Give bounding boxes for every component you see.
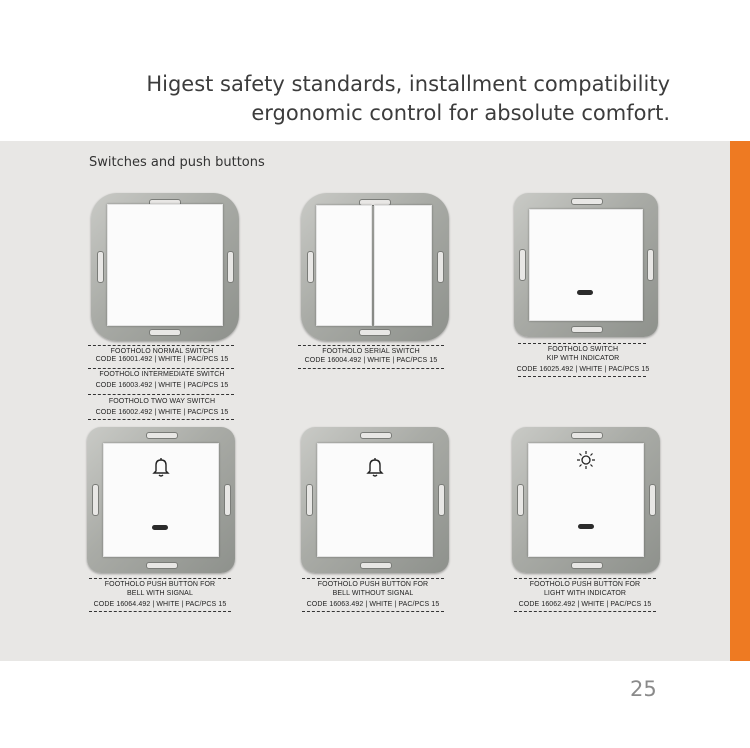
- frame-slot: [571, 198, 603, 205]
- frame-slot: [224, 484, 231, 516]
- frame-slot: [359, 329, 391, 336]
- product-code: CODE 16063.492 | WHITE | PAC/PCS 15: [306, 601, 440, 608]
- divider: [518, 343, 646, 344]
- switch-rocker-right: [374, 205, 432, 326]
- switch-rocker: [107, 204, 223, 326]
- product-caption: FOOTHOLO INTERMEDIATE SWITCH: [99, 371, 225, 378]
- frame-slot: [438, 484, 445, 516]
- divider: [88, 419, 234, 420]
- frame-slot: [517, 484, 524, 516]
- headline: [146, 70, 670, 128]
- frame-slot: [92, 484, 99, 516]
- frame-slot: [97, 251, 104, 283]
- light-bulb-icon: [576, 450, 596, 470]
- frame-slot: [360, 432, 392, 439]
- product-code: CODE 16062.492 | WHITE | PAC/PCS 15: [518, 601, 652, 608]
- product-code: CODE 16004.492 | WHITE | PAC/PCS 15: [304, 357, 438, 364]
- divider: [298, 345, 444, 346]
- product-caption: FOOTHOLO TWO WAY SWITCH: [108, 398, 216, 405]
- frame-slot: [519, 249, 526, 281]
- indicator-led: [578, 524, 594, 529]
- product-caption: KIP WITH INDICATOR: [546, 355, 620, 362]
- product-code: CODE 16001.492 | WHITE | PAC/PCS 15: [95, 356, 229, 363]
- product-code: CODE 16002.492 | WHITE | PAC/PCS 15: [95, 409, 229, 416]
- indicator-led: [152, 525, 168, 530]
- frame-slot: [571, 562, 603, 569]
- bell-icon: [366, 456, 384, 478]
- divider: [89, 611, 231, 612]
- bell-icon: [152, 456, 170, 478]
- frame-slot: [360, 562, 392, 569]
- frame-slot: [649, 484, 656, 516]
- product-caption: LIGHT WITH INDICATOR: [543, 590, 627, 597]
- product-code: CODE 16064.492 | WHITE | PAC/PCS 15: [93, 601, 227, 608]
- frame-slot: [306, 484, 313, 516]
- accent-bar: [730, 141, 750, 661]
- section-title: Switches and push buttons: [89, 155, 265, 170]
- indicator-led: [577, 290, 593, 295]
- divider: [302, 578, 444, 579]
- product-caption: FOOTHOLO PUSH BUTTON FOR: [104, 581, 216, 588]
- frame-slot: [149, 329, 181, 336]
- divider: [88, 368, 234, 369]
- divider: [518, 376, 646, 377]
- product-caption: FOOTHOLO PUSH BUTTON FOR: [317, 581, 429, 588]
- product-caption: FOOTHOLO NORMAL SWITCH: [110, 348, 214, 355]
- divider: [514, 611, 656, 612]
- divider: [88, 345, 234, 346]
- headline-line-2: ergonomic control for absolute comfort.: [251, 101, 670, 125]
- frame-slot: [307, 251, 314, 283]
- divider: [302, 611, 444, 612]
- product-caption: BELL WITH SIGNAL: [127, 590, 193, 597]
- divider: [298, 368, 444, 369]
- headline-line-1: Higest safety standards, installment compatibility: [146, 72, 670, 96]
- frame-slot: [437, 251, 444, 283]
- product-code: CODE 16003.492 | WHITE | PAC/PCS 15: [95, 382, 229, 389]
- frame-slot: [647, 249, 654, 281]
- divider: [89, 578, 231, 579]
- frame-slot: [146, 432, 178, 439]
- product-caption: FOOTHOLO SWITCH: [547, 346, 619, 353]
- product-code: CODE 16025.492 | WHITE | PAC/PCS 15: [516, 366, 650, 373]
- switch-rocker-left: [316, 205, 372, 326]
- frame-slot: [571, 326, 603, 333]
- page-number: 25: [630, 677, 657, 701]
- divider: [88, 394, 234, 395]
- frame-slot: [146, 562, 178, 569]
- product-caption: FOOTHOLO PUSH BUTTON FOR: [529, 581, 641, 588]
- product-caption: BELL WITHOUT SIGNAL: [332, 590, 414, 597]
- frame-slot: [227, 251, 234, 283]
- switch-rocker: [529, 209, 643, 321]
- frame-slot: [571, 432, 603, 439]
- divider: [514, 578, 656, 579]
- product-caption: FOOTHOLO SERIAL SWITCH: [322, 348, 420, 355]
